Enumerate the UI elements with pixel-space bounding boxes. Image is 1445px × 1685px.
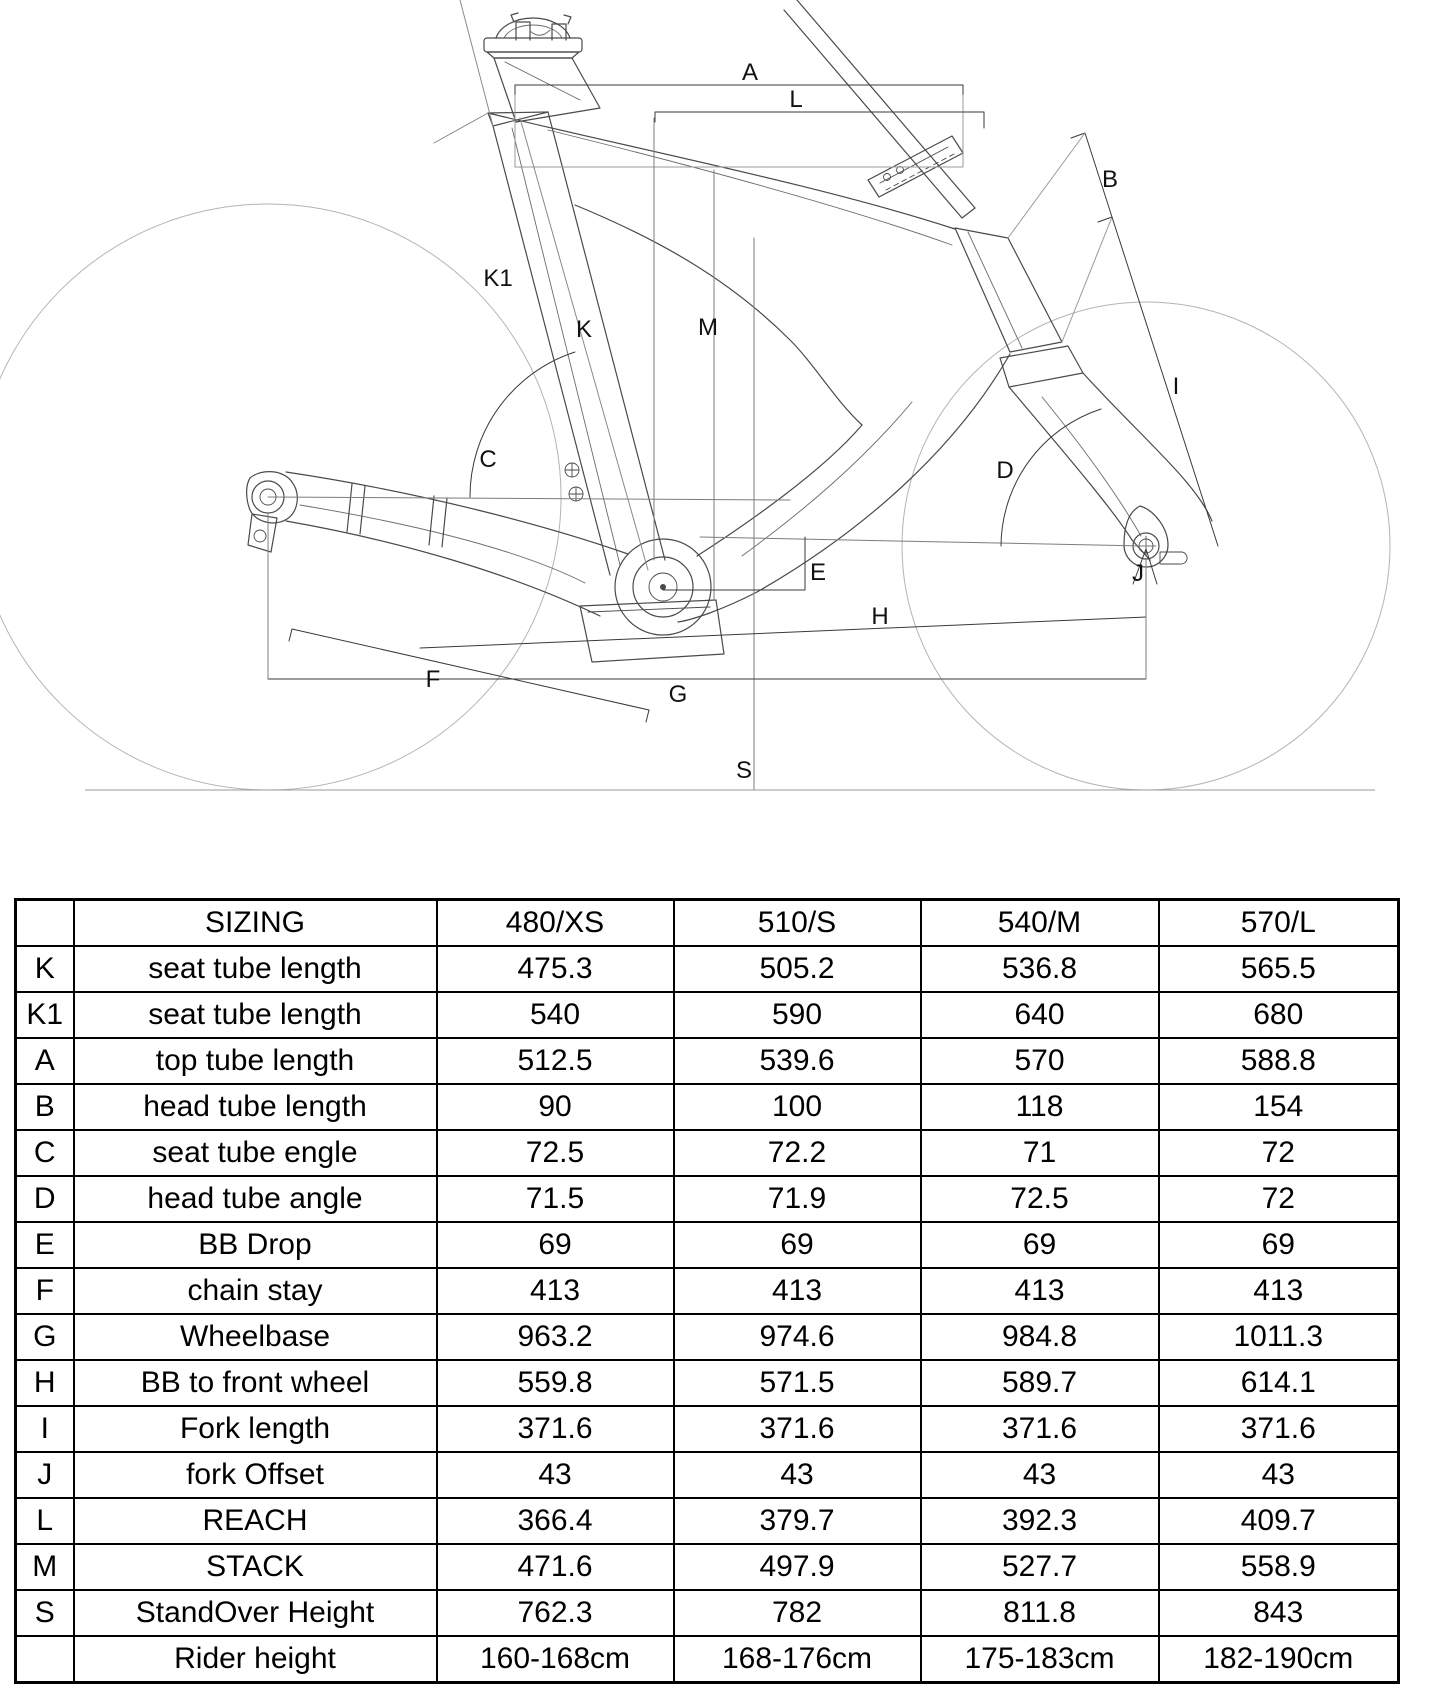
size-value-cell: 497.9 [674,1544,921,1590]
row-letter-cell: G [16,1314,74,1360]
table-row [16,1222,1399,1268]
size-value-cell: 588.8 [1159,1038,1399,1084]
row-letter-cell: S [16,1590,74,1636]
label-F: F [425,666,441,693]
size-value-cell: 43 [921,1452,1159,1498]
size-value-cell: 536.8 [921,946,1159,992]
size-value-cell: 100 [674,1084,921,1130]
size-value-cell: 69 [1159,1222,1399,1268]
label-I: I [1172,373,1180,400]
size-value-cell: 168-176cm [674,1636,921,1683]
dimension-label-cell: seat tube length [74,992,437,1038]
size-value-cell: 71.5 [437,1176,674,1222]
table-row [16,1268,1399,1314]
size-value-cell: 540 [437,992,674,1038]
dimension-label-cell: BB to front wheel [74,1360,437,1406]
table-row [16,1406,1399,1452]
dimension-label-cell: BB Drop [74,1222,437,1268]
row-letter-cell: C [16,1130,74,1176]
size-value-cell: 963.2 [437,1314,674,1360]
table-header-row [16,900,1399,947]
down-tube [678,354,1010,622]
size-value-cell: 72 [1159,1130,1399,1176]
size-value-cell: 118 [921,1084,1159,1130]
label-G: G [668,681,688,708]
dimension-label-cell: seat tube length [74,946,437,992]
row-letter-cell: K [16,946,74,992]
table-row [16,1314,1399,1360]
size-value-cell: 565.5 [1159,946,1399,992]
size-value-cell: 505.2 [674,946,921,992]
row-letter-cell: I [16,1406,74,1452]
size-value-cell: 371.6 [1159,1406,1399,1452]
sizing-table [14,898,1400,1684]
label-L: L [789,86,803,113]
row-letter-cell: D [16,1176,74,1222]
label-B: B [1101,166,1119,193]
size-value-cell: 371.6 [921,1406,1159,1452]
label-K: K [575,316,593,343]
dimension-label-cell: head tube length [74,1084,437,1130]
size-value-cell: 72.5 [921,1176,1159,1222]
dimension-lines [268,0,1218,790]
table-row [16,1590,1399,1636]
dimension-label-cell: chain stay [74,1268,437,1314]
top-tube [488,113,955,425]
front-dropout [1124,506,1187,567]
bottle-boss-icon [565,463,583,501]
size-value-cell: 475.3 [437,946,674,992]
size-value-cell: 782 [674,1590,921,1636]
size-value-cell: 680 [1159,992,1399,1038]
label-H: H [871,603,889,630]
size-value-cell: 69 [921,1222,1159,1268]
row-letter-cell: B [16,1084,74,1130]
dim-H-bb-frontwheel-line [420,617,1146,648]
rear-axle-horizontal [268,497,790,500]
size-value-cell: 366.4 [437,1498,674,1544]
saddle-clamp [484,13,582,58]
dim-B-headtube [1008,133,1112,342]
size-value-cell: 762.3 [437,1590,674,1636]
size-value-cell: 413 [437,1268,674,1314]
dimension-label-cell: StandOver Height [74,1590,437,1636]
size-value-cell: 175-183cm [921,1636,1159,1683]
table-row [16,1130,1399,1176]
size-value-cell: 379.7 [674,1498,921,1544]
size-value-cell: 182-190cm [1159,1636,1399,1683]
dim-K1-extension [434,0,493,143]
size-value-cell: 69 [674,1222,921,1268]
size-column-header: 480/XS [437,900,674,947]
label-S: S [735,757,753,784]
table-row [16,1544,1399,1590]
size-value-cell: 154 [1159,1084,1399,1130]
table-row [16,946,1399,992]
table-row [16,1636,1399,1683]
dimension-label-cell: fork Offset [74,1452,437,1498]
dim-E-bbdrop [663,537,805,590]
size-value-cell: 72.5 [437,1130,674,1176]
size-value-cell: 570 [921,1038,1159,1084]
dim-F-chainstay [289,629,649,722]
row-letter-cell: M [16,1544,74,1590]
size-value-cell: 590 [674,992,921,1038]
label-D: D [996,457,1014,484]
size-column-header: 510/S [674,900,921,947]
dim-C-seat-angle-arc [470,352,575,497]
size-value-cell: 409.7 [1159,1498,1399,1544]
size-value-cell: 512.5 [437,1038,674,1084]
wheel-circles [0,204,1390,790]
size-value-cell: 69 [437,1222,674,1268]
size-value-cell: 974.6 [674,1314,921,1360]
size-value-cell: 72 [1159,1176,1399,1222]
dim-D-head-angle-arc [1001,409,1101,546]
seat-tube [488,112,665,575]
size-value-cell: 539.6 [674,1038,921,1084]
row-letter-cell [16,900,74,947]
dim-L-reach [655,112,984,128]
row-letter-cell: L [16,1498,74,1544]
dim-G-wheelbase [268,513,1146,679]
size-value-cell: 640 [921,992,1159,1038]
size-value-cell: 71.9 [674,1176,921,1222]
size-value-cell: 413 [1159,1268,1399,1314]
dimension-label-cell: STACK [74,1544,437,1590]
size-value-cell: 43 [437,1452,674,1498]
size-value-cell: 392.3 [921,1498,1159,1544]
bb-fairing [580,600,724,662]
row-letter-cell: F [16,1268,74,1314]
size-value-cell: 160-168cm [437,1636,674,1683]
label-K1: K1 [483,265,513,292]
row-letter-cell: E [16,1222,74,1268]
size-value-cell: 1011.3 [1159,1314,1399,1360]
dimension-label-cell: Wheelbase [74,1314,437,1360]
table-row [16,1452,1399,1498]
table-row [16,1498,1399,1544]
size-column-header: 570/L [1159,900,1399,947]
size-value-cell: 984.8 [921,1314,1159,1360]
size-value-cell: 559.8 [437,1360,674,1406]
table-row [16,1360,1399,1406]
label-M: M [698,314,718,341]
table-row [16,1084,1399,1130]
row-letter-cell: A [16,1038,74,1084]
frame-drawing [247,0,1212,662]
label-E: E [809,559,827,586]
front-axle-horizontal [700,537,1146,546]
dim-I-fork-line [1112,217,1218,546]
size-value-cell: 413 [921,1268,1159,1314]
size-value-cell: 527.7 [921,1544,1159,1590]
row-letter-cell: H [16,1360,74,1406]
dimension-label-cell: REACH [74,1498,437,1544]
size-value-cell: 589.7 [921,1360,1159,1406]
size-value-cell: 371.6 [674,1406,921,1452]
row-letter-cell: K1 [16,992,74,1038]
size-value-cell: 471.6 [437,1544,674,1590]
size-value-cell: 413 [674,1268,921,1314]
dimension-labels [426,59,1180,784]
dim-K-line [520,118,648,570]
label-A: A [741,59,759,86]
size-value-cell: 811.8 [921,1590,1159,1636]
label-J: J [1132,560,1144,587]
size-value-cell: 558.9 [1159,1544,1399,1590]
row-letter-cell [16,1636,74,1683]
dimension-label-cell: seat tube engle [74,1130,437,1176]
size-value-cell: 90 [437,1084,674,1130]
size-value-cell: 71 [921,1130,1159,1176]
aero-extensions [784,0,975,218]
size-column-header: 540/M [921,900,1159,947]
derailleur-hanger [248,514,277,552]
fork [1000,346,1212,567]
size-value-cell: 371.6 [437,1406,674,1452]
dimension-label-cell: Rider height [74,1636,437,1683]
dimension-label-cell: Fork length [74,1406,437,1452]
dimension-label-cell: SIZING [74,900,437,947]
table-row [16,1038,1399,1084]
label-C: C [479,446,497,473]
head-tube [955,228,1062,352]
table-row [16,992,1399,1038]
dim-A-toptube [515,85,963,167]
size-value-cell: 614.1 [1159,1360,1399,1406]
size-value-cell: 43 [674,1452,921,1498]
dimension-label-cell: head tube angle [74,1176,437,1222]
dimension-label-cell: top tube length [74,1038,437,1084]
row-letter-cell: J [16,1452,74,1498]
table-row [16,1176,1399,1222]
size-value-cell: 72.2 [674,1130,921,1176]
size-value-cell: 571.5 [674,1360,921,1406]
size-value-cell: 43 [1159,1452,1399,1498]
size-value-cell: 843 [1159,1590,1399,1636]
